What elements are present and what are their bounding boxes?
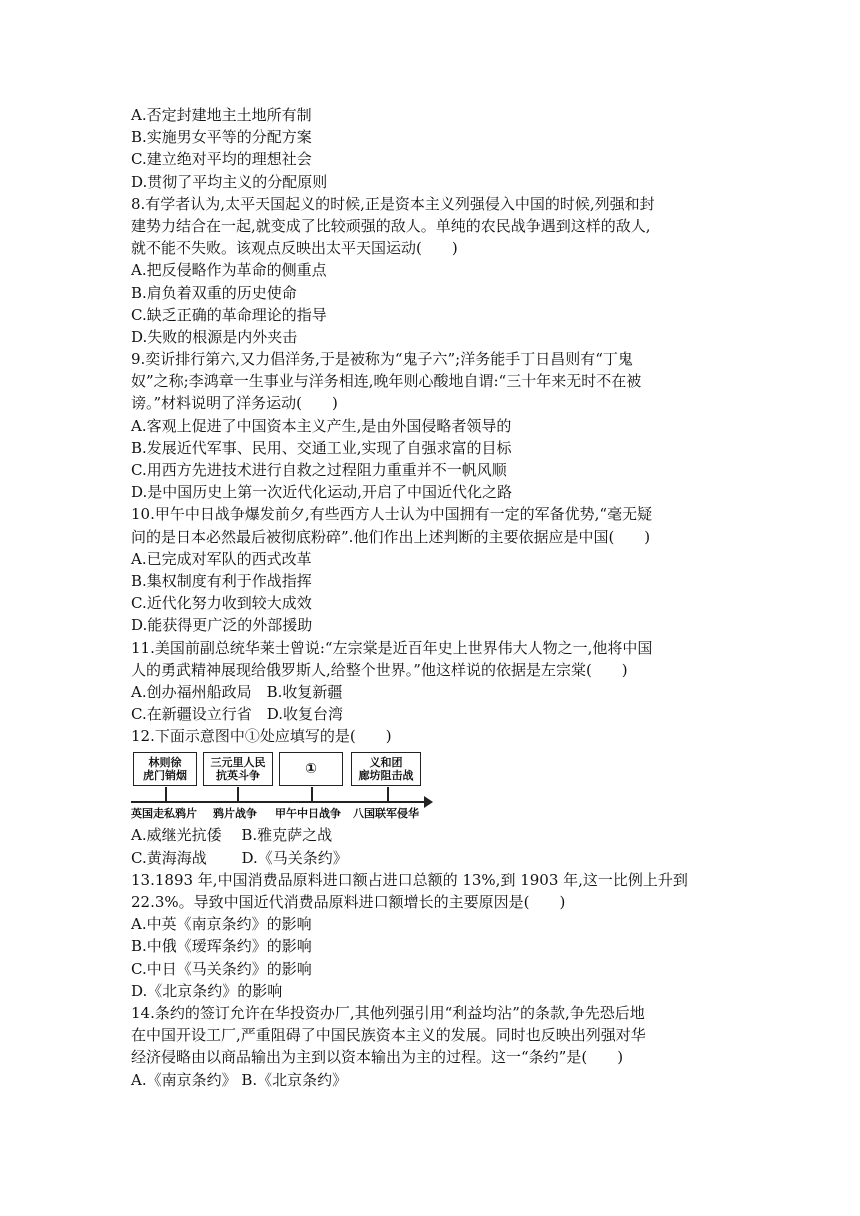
timeline-tick — [165, 787, 167, 802]
question-8 — [131, 193, 743, 348]
question-stem-line: 人的勇武精神展现给俄罗斯人,给整个世界。”他这样说的依据是左宗棠( ) — [131, 660, 628, 679]
diagram-box-text: 林则徐 — [148, 756, 182, 770]
timeline-label: 甲午中日战争 — [275, 807, 341, 821]
question-stem-line: 奴”之称;李鸿章一生事业与洋务相连,晚年则心酸地自谓:“三十年来无时不在被 — [131, 372, 642, 391]
diagram-box-text: 廊坊阻击战 — [358, 769, 414, 783]
option-a: A.否定封建地主土地所有制 — [131, 106, 312, 124]
option-d: D.《北京条约》的影响 — [131, 981, 283, 1000]
question-stem-line: 9.奕䜣排行第六,又力倡洋务,于是被称为“鬼子六”;洋务能手丁日昌则有“丁鬼 — [131, 350, 633, 369]
question-stem-line: 就不能不失败。该观点反映出太平天国运动( ) — [131, 239, 458, 258]
option-row: A.威继光抗倭 B.雅克萨之战 — [131, 826, 333, 845]
timeline-diagram — [131, 750, 431, 820]
diagram-box — [133, 752, 197, 786]
option-b: B.中俄《瑷珲条约》的影响 — [131, 937, 312, 956]
question-12 — [131, 725, 743, 869]
option-b: B.集权制度有利于作战指挥 — [131, 571, 312, 590]
option-c: C.近代化努力收到较大成效 — [131, 594, 312, 613]
diagram-box-text: 三元里人民 — [210, 756, 266, 770]
question-stem-line: 22.3%。导致中国近代消费品原料进口额增长的主要原因是( ) — [131, 893, 566, 911]
option-row: A.创办福州船政局 B.收复新疆 — [131, 682, 343, 701]
question-stem-line: 谤。”材料说明了洋务运动( ) — [131, 394, 338, 413]
question-10 — [131, 503, 743, 636]
timeline-label: 英国走私鸦片 — [131, 807, 197, 821]
question-stem-line: 问的是日本必然最后被彻底粉碎”.他们作出上述判断的主要依据应是中国( ) — [131, 527, 651, 546]
option-c: C.中日《马关条约》的影响 — [131, 959, 312, 978]
diagram-box — [351, 752, 421, 786]
question-stem-line: 12.下面示意图中①处应填写的是( ) — [131, 727, 392, 746]
option-b: B.实施男女平等的分配方案 — [131, 128, 312, 147]
question-stem-line: 经济侵略由以商品输出为主到以资本输出为主的过程。这一“条约”是( ) — [131, 1048, 624, 1067]
diagram-box-text: 抗英斗争 — [216, 769, 260, 783]
option-c: C.建立绝对平均的理想社会 — [131, 150, 312, 169]
option-d: D.能获得更广泛的外部援助 — [131, 616, 313, 635]
diagram-box-text: 义和团 — [369, 756, 403, 770]
question-11 — [131, 637, 743, 726]
timeline-axis — [131, 801, 431, 803]
timeline-tick — [237, 787, 239, 802]
timeline-label: 八国联军侵华 — [353, 807, 419, 821]
option-d: D.是中国历史上第一次近代化运动,开启了中国近代化之路 — [131, 483, 513, 502]
option-row: C.黄海海战 D.《马关条约》 — [131, 848, 348, 867]
question-9 — [131, 348, 743, 503]
question-stem-line: 8.有学者认为,太平天国起义的时候,正是资本主义列强侵入中国的时候,列强和封 — [131, 194, 655, 213]
question-stem-line: 14.条约的签订允许在华投资办厂,其他列强引用“利益均沾”的条款,争先恐后地 — [131, 1003, 645, 1022]
option-b: B.发展近代军事、民用、交通工业,实现了自强求富的目标 — [131, 438, 512, 457]
option-d: D.贯彻了平均主义的分配原则 — [131, 172, 328, 191]
question-13 — [131, 869, 743, 1002]
question-stem-line: 13.1893 年,中国消费品原料进口额占进口总额的 13%,到 1903 年,这一比例上升到 — [131, 870, 688, 889]
option-a: A.客观上促进了中国资本主义产生,是由外国侵略者领导的 — [131, 416, 512, 435]
option-a: A.把反侵略作为革命的侧重点 — [131, 261, 327, 280]
diagram-box-blank — [279, 752, 343, 786]
question-stem-line: 10.甲午中日战争爆发前夕,有些西方人士认为中国拥有一定的军备优势,“毫无疑 — [131, 505, 653, 524]
timeline-tick — [387, 787, 389, 802]
timeline-tick — [311, 787, 313, 802]
option-row: A.《南京条约》 B.《北京条约》 — [131, 1070, 348, 1089]
option-row: C.在新疆设立行省 D.收复台湾 — [131, 705, 343, 724]
diagram-box — [203, 752, 273, 786]
exam-page — [131, 104, 743, 1091]
option-c: C.用西方先进技术进行自救之过程阻力重重并不一帆风顺 — [131, 461, 507, 479]
question-stem-line: 建势力结合在一起,就变成了比较顽强的敌人。单纯的农民战争遇到这样的敌人, — [131, 216, 651, 235]
option-a: A.已完成对军队的西式改革 — [131, 549, 312, 568]
timeline-label: 鸦片战争 — [213, 807, 257, 821]
question-stem-line: 在中国开设工厂,严重阻碍了中国民族资本主义的发展。同时也反映出列强对华 — [131, 1026, 646, 1045]
diagram-box-text: ① — [305, 760, 317, 777]
option-a: A.中英《南京条约》的影响 — [131, 915, 312, 934]
arrow-right-icon — [424, 796, 433, 808]
question-7-options — [131, 104, 743, 193]
option-d: D.失败的根源是内外夹击 — [131, 327, 298, 346]
option-c: C.缺乏正确的革命理论的指导 — [131, 305, 327, 324]
question-stem-line: 11.美国前副总统华莱士曾说:“左宗棠是近百年史上世界伟大人物之一,他将中国 — [131, 638, 653, 657]
option-b: B.肩负着双重的历史使命 — [131, 283, 297, 302]
diagram-box-text: 虎门销烟 — [143, 769, 187, 783]
question-14 — [131, 1002, 743, 1091]
